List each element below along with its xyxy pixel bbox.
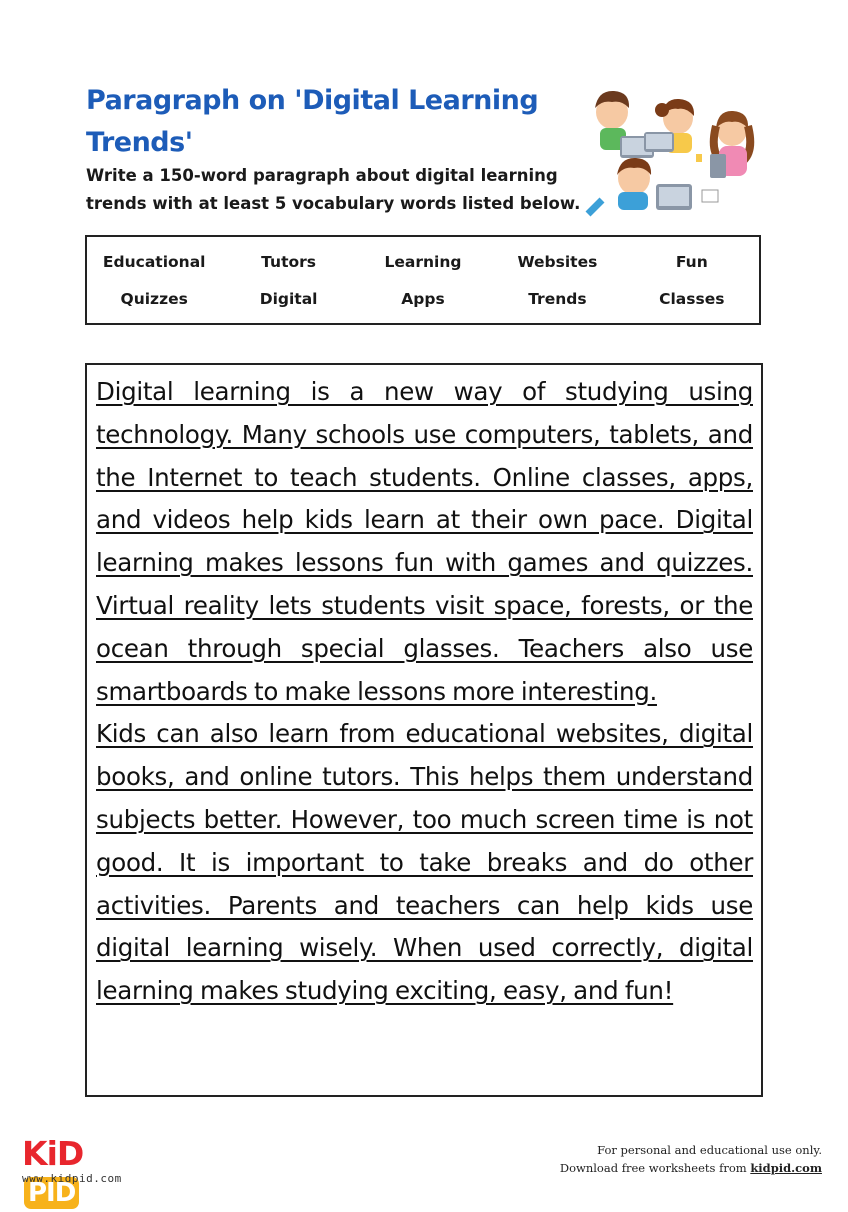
footer-line-2-prefix: Download free worksheets from	[559, 1161, 751, 1175]
footer-link[interactable]: kidpid.com	[750, 1161, 822, 1175]
logo-brand-k: KiD	[22, 1134, 84, 1173]
vocab-word: Tutors	[261, 252, 317, 271]
paragraph-part-1: Digital learning is a new way of studying using technology. Many schools use computers, tablets, and the Internet to teach students. Online classes, apps, and videos help kids learn at their own pace. Digital learning makes lessons fun with games and quizzes. Virtual reality lets students visit space, forests, or the ocean through special glasses. Teachers also use smartboards to make lessons more interesting.	[96, 377, 753, 706]
vocabulary-box	[85, 235, 761, 325]
logo-url: www.kidpid.com	[22, 1172, 122, 1185]
vocab-word: Apps	[401, 289, 445, 308]
vocab-word: Digital	[259, 289, 318, 308]
footer-line-1: For personal and educational use only.	[597, 1143, 822, 1157]
paragraph-part-2: Kids can also learn from educational websites, digital books, and online tutors. This helps them understand subjects better. However, too much screen time is not good. It is important to take breaks and do other activities. Parents and teachers can help kids use digital learning wisely. When used correctly, digital learning makes studying exciting, easy, and fun!	[96, 719, 753, 1006]
vocab-word: Quizzes	[120, 289, 188, 308]
page-title: Paragraph on 'Digital Learning Trends'	[86, 85, 539, 158]
vocab-word: Classes	[659, 289, 725, 308]
vocab-word: Fun	[675, 252, 708, 271]
kidpid-logo	[22, 1134, 132, 1208]
instruction-text: Write a 150-word paragraph about digital learning trends with at least 5 vocabulary words listed below.	[86, 166, 581, 213]
logo-brand-pid: PID	[24, 1177, 79, 1209]
vocab-word: Learning	[384, 252, 462, 271]
vocab-word: Websites	[517, 252, 598, 271]
kids-with-laptops-illustration	[582, 80, 762, 222]
paragraph-box	[85, 363, 763, 1097]
vocab-word: Educational	[102, 252, 206, 271]
vocab-word: Trends	[528, 289, 587, 308]
footer-note	[560, 1141, 822, 1177]
